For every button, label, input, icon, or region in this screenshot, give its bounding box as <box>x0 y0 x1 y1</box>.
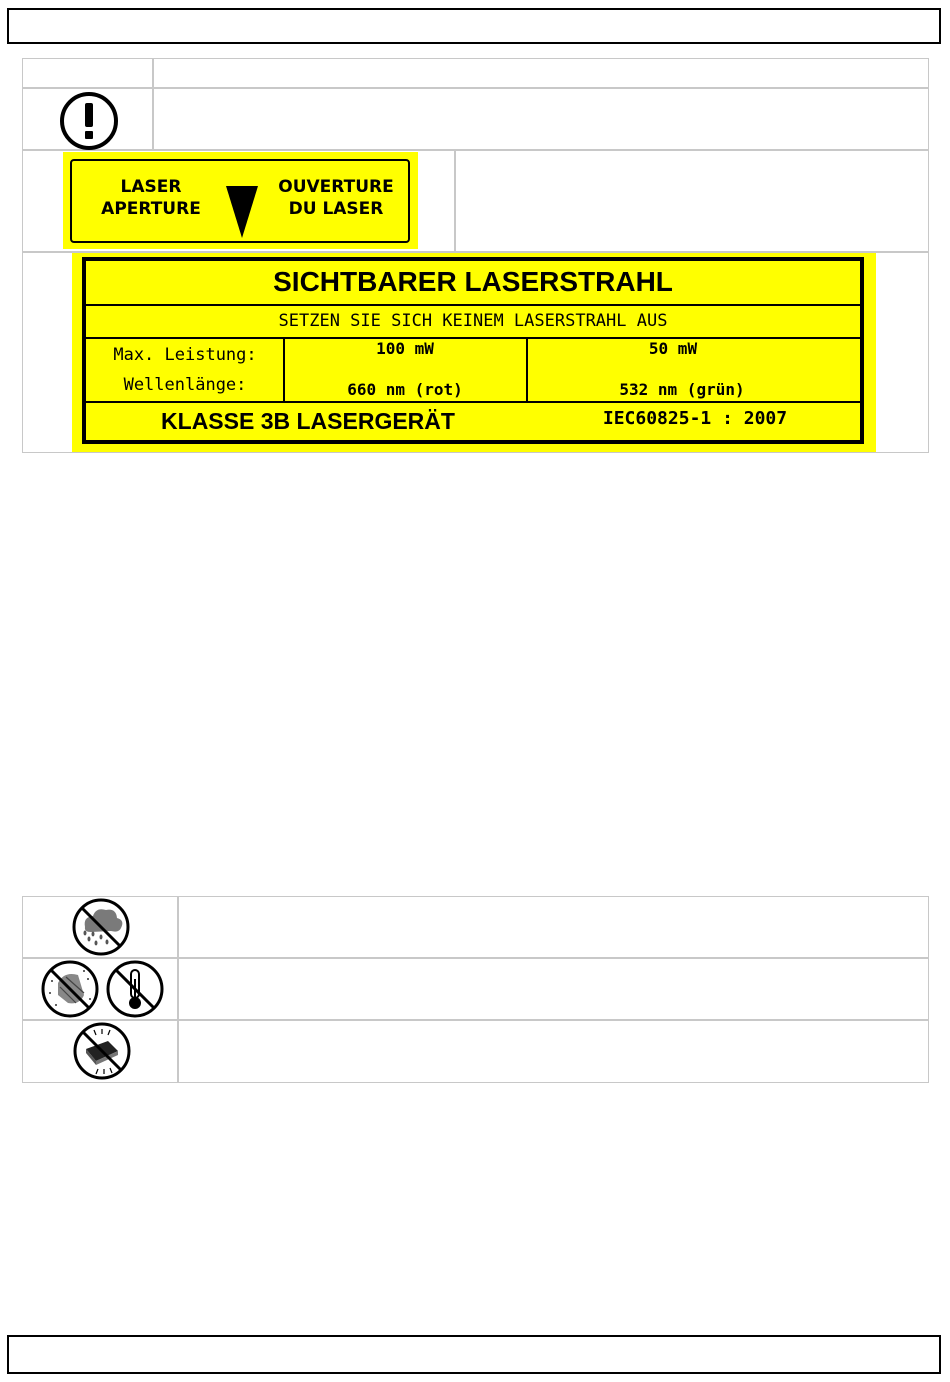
table-divider <box>22 1019 929 1021</box>
warning-divider <box>526 338 528 402</box>
aperture-text-line: APERTURE <box>101 199 201 219</box>
table-divider <box>22 87 929 89</box>
aperture-text-line: LASER <box>120 177 182 197</box>
page-header-frame <box>7 8 941 44</box>
triangle-down-icon <box>224 184 260 240</box>
table-divider <box>177 896 179 1083</box>
aperture-right-text <box>266 176 406 220</box>
table-divider <box>152 58 154 150</box>
exclamation-icon <box>58 91 120 151</box>
iec-standard: IEC60825-1 : 2007 <box>602 408 788 429</box>
no-shock-icon <box>72 1021 132 1081</box>
warning-divider <box>283 338 285 402</box>
no-dust-icon <box>40 959 100 1019</box>
red-wavelength-value: 660 nm (rot) <box>347 380 463 399</box>
warning-title: SICHTBARER LASERSTRAHL <box>273 266 673 297</box>
aperture-text-line: OUVERTURE <box>278 177 394 197</box>
aperture-left-text <box>86 176 216 220</box>
warning-divider <box>86 304 860 306</box>
page-footer-frame <box>7 1335 941 1374</box>
table-divider <box>22 149 929 151</box>
aperture-text-line: DU LASER <box>288 199 384 219</box>
warning-subtitle: SETZEN SIE SICH KEINEM LASERSTRAHL AUS <box>278 311 668 331</box>
wavelength-label: Wellenlänge: <box>123 375 247 395</box>
laser-class: KLASSE 3B LASERGERÄT <box>161 408 455 434</box>
no-extreme-temperature-icon <box>105 959 165 1019</box>
green-wavelength-value: 532 nm (grün) <box>619 380 745 399</box>
max-power-label: Max. Leistung: <box>113 345 257 365</box>
warning-divider <box>86 401 860 403</box>
no-rain-icon <box>71 897 131 957</box>
green-power-value: 50 mW <box>648 339 698 358</box>
table-divider <box>454 150 456 252</box>
red-power-value: 100 mW <box>376 339 434 358</box>
